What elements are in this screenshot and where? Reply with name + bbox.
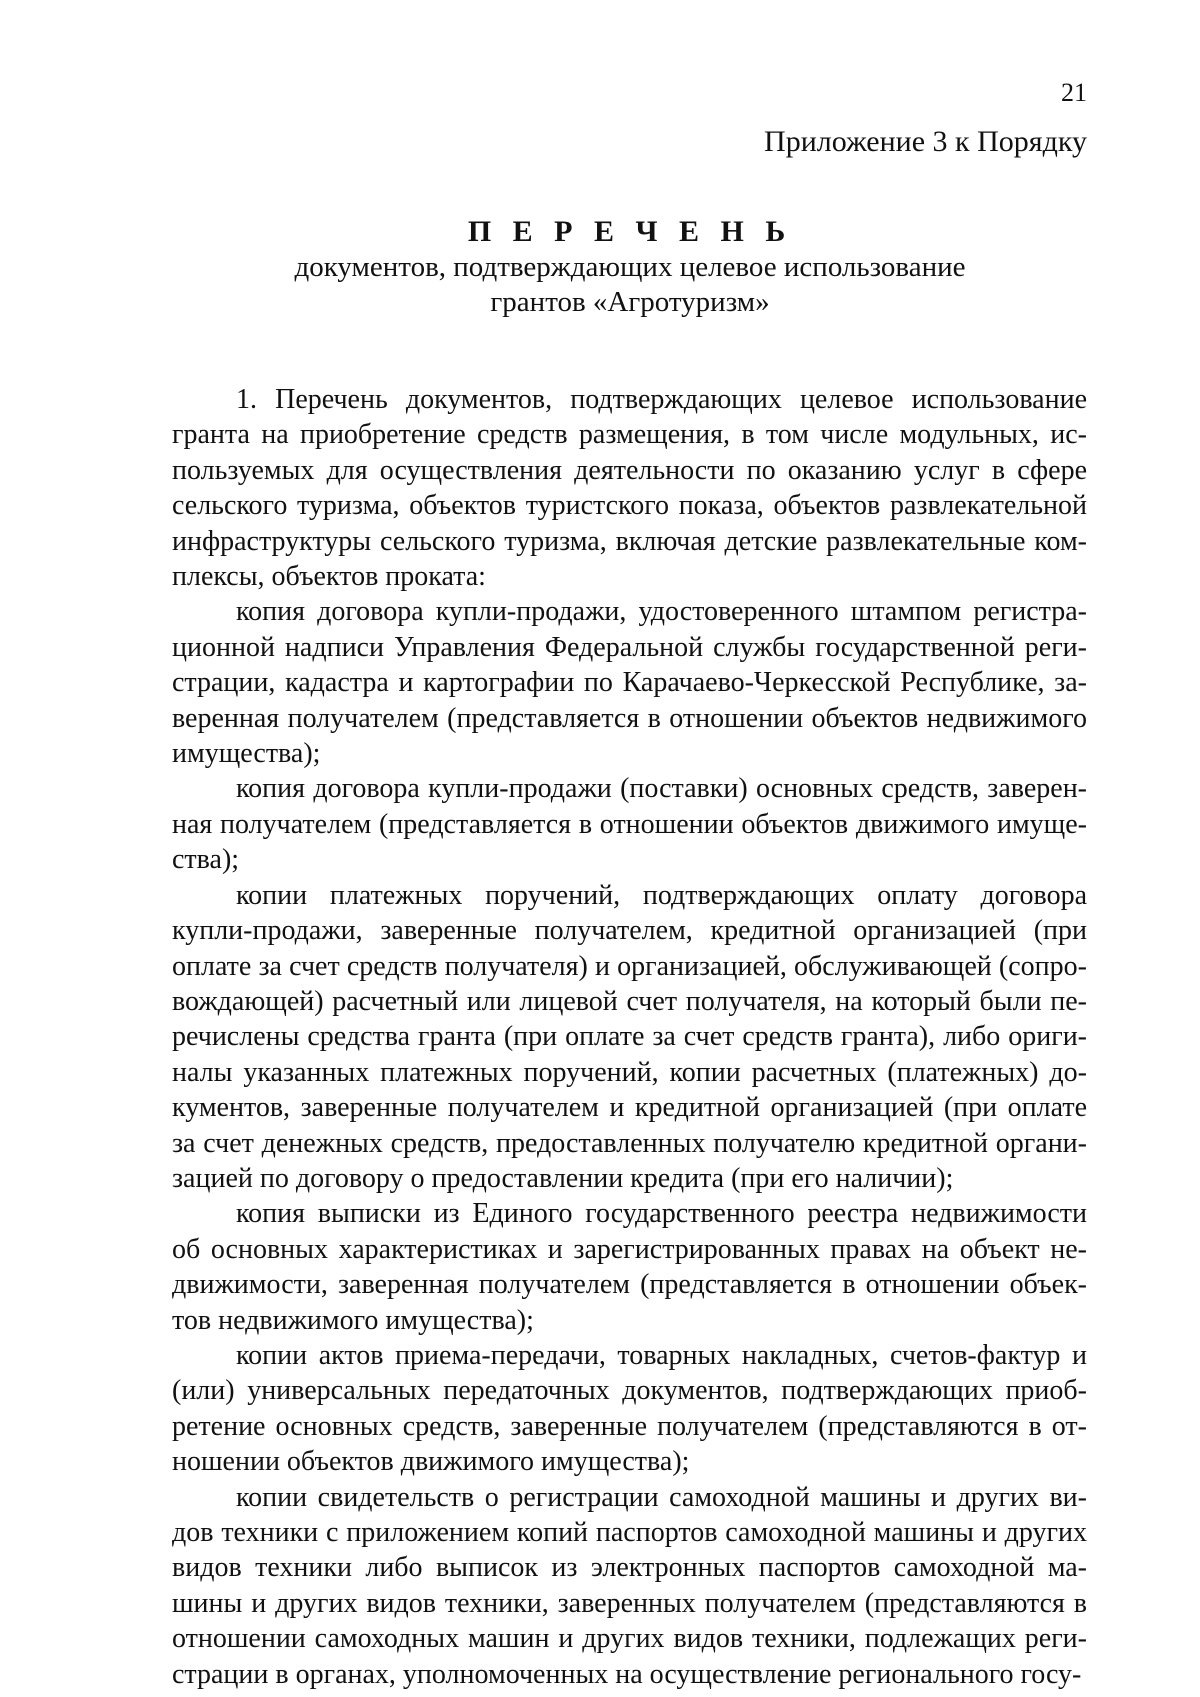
paragraph-item: копия выписки из Единого государственного реестра недвижимости об основных характеристиках и зарегистрированных правах на объект недвижимости, заверенная получателем (представляется в отношении объектов недвижимого имущества); xyxy=(172,1198,1087,1336)
document-subtitle-line-1: документов, подтверждающих целевое использование xyxy=(294,251,966,283)
title-block xyxy=(170,214,1090,320)
document-title: П Е Р Е Ч Е Н Ь xyxy=(467,215,793,248)
page-number: 21 xyxy=(1061,78,1087,107)
appendix-reference: Приложение 3 к Порядку xyxy=(764,125,1087,158)
paragraph-item: копия договора купли-продажи (поставки) основных средств, заверенная получателем (представляется в отношении объектов движимого имущества); xyxy=(172,773,1087,876)
paragraph-item: копия договора купли-продажи, удостоверенного штампом регистрационной надписи Управления Федеральной службы государственной регистрации, кадастра и картографии по Карачаево-Черкесской Республике, заверенная получателем (представляется в отношении объектов недвижимого имущества); xyxy=(172,596,1087,770)
document-body xyxy=(172,382,1087,1692)
paragraph-item: копии актов приема-передачи, товарных накладных, счетов-фактур и (или) универсальных передаточных документов, подтверждающих приобретение основных средств, заверенные получателем (представляются в отношении объектов движимого имущества); xyxy=(172,1339,1087,1478)
paragraph-intro: 1. Перечень документов, подтверждающих целевое использование гранта на приобретение средств размещения, в том числе модульных, используемых для осуществления деятельности по оказанию услуг в сфере сельского туризма, объектов туристского показа, объектов развлекательной инфраструктуры сельского туризма, включая детские развлекательные комплексы, объектов проката: xyxy=(172,384,1087,593)
paragraph-item: копии платежных поручений, подтверждающих оплату договора купли-продажи, заверенные получателем, кредитной организацией (при оплате за счет средств получателя) и организацией, обслуживающей (сопровождающей) расчетный или лицевой счет получателя, на который были перечислены средства гранта (при оплате за счет средств гранта), либо оригиналы указанных платежных поручений, копии расчетных (платежных) документов, заверенные получателем и кредитной организацией (при оплате за счет денежных средств, предоставленных получателю кредитной организацией по договору о предоставлении кредита (при его наличии); xyxy=(172,879,1087,1194)
document-subtitle-line-2: грантов «Агротуризм» xyxy=(490,286,770,318)
paragraph-item: копии свидетельств о регистрации самоходной машины и других видов техники с приложением копий паспортов самоходной машины и других видов техники либо выписок из электронных паспортов самоходной машины и других видов техники, заверенных получателем (представляются в отношении самоходных машин и других видов техники, подлежащих регистрации в органах, уполномоченных на осуществление регионального госу- xyxy=(172,1481,1087,1690)
